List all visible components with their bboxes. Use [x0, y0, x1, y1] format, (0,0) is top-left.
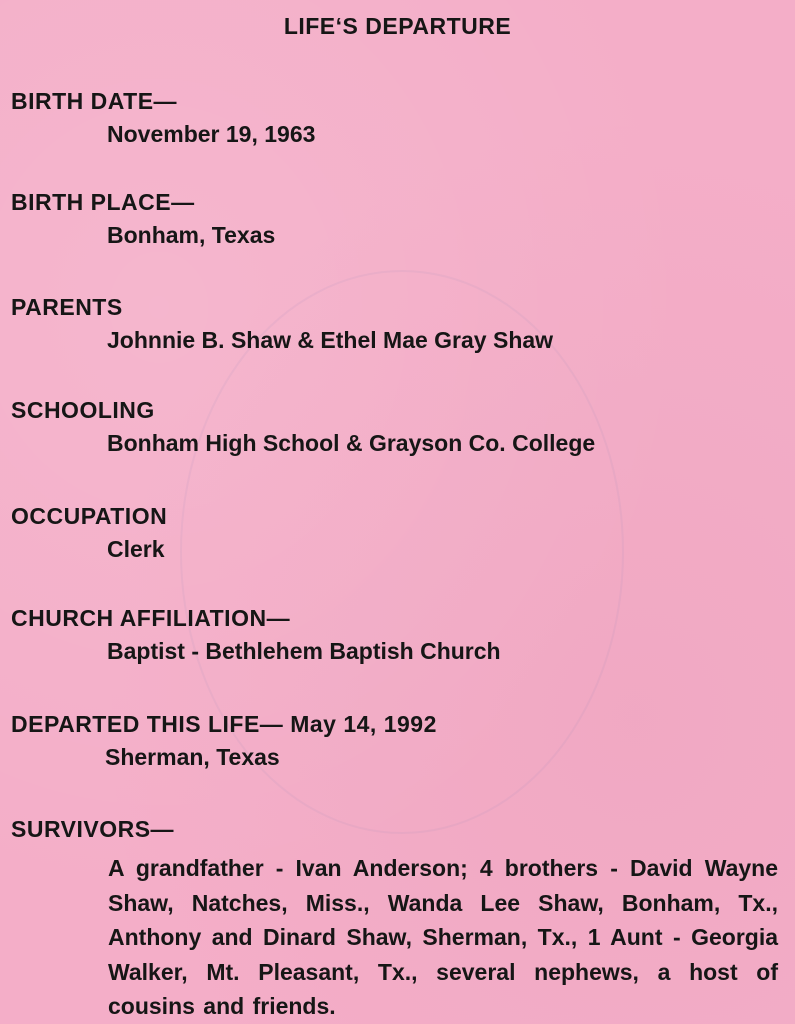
section-church-affiliation [11, 604, 781, 665]
parents-label: PARENTS [11, 294, 123, 320]
departed-date: May 14, 1992 [290, 711, 437, 737]
section-parents [11, 293, 781, 354]
section-schooling [11, 396, 781, 457]
departed-label-line [11, 710, 781, 738]
church-affiliation-value: Baptist - Bethlehem Baptish Church [107, 638, 501, 664]
occupation-value: Clerk [107, 536, 165, 562]
schooling-label: SCHOOLING [11, 397, 155, 423]
birth-date-value: November 19, 1963 [107, 121, 316, 147]
section-birth-place [11, 188, 781, 249]
section-survivors [11, 815, 781, 1024]
birth-place-label: BIRTH PLACE— [11, 189, 195, 215]
section-departed [11, 710, 781, 771]
section-occupation [11, 502, 781, 563]
church-affiliation-label: CHURCH AFFILIATION— [11, 605, 291, 631]
birth-date-label: BIRTH DATE— [11, 88, 178, 114]
departed-label: DEPARTED THIS LIFE— [11, 711, 284, 737]
occupation-label: OCCUPATION [11, 503, 168, 529]
survivors-text: A grandfather - Ivan Anderson; 4 brothers - David Wayne Shaw, Natches, Miss., Wanda Lee Shaw, Bonham, Tx., Anthony and Dinard Shaw, Sherman, Tx., 1 Aunt - Georgia Walker, Mt. Pleasant, Tx., several nephews, a host of cousins and friends. [108, 855, 778, 1019]
section-birth-date [11, 87, 781, 148]
departed-place: Sherman, Texas [105, 744, 280, 770]
parents-value: Johnnie B. Shaw & Ethel Mae Gray Shaw [107, 327, 554, 353]
page-title: LIFE‘S DEPARTURE [283, 13, 512, 39]
schooling-value: Bonham High School & Grayson Co. College [107, 430, 596, 456]
survivors-label: SURVIVORS— [11, 816, 175, 842]
birth-place-value: Bonham, Texas [107, 222, 276, 248]
